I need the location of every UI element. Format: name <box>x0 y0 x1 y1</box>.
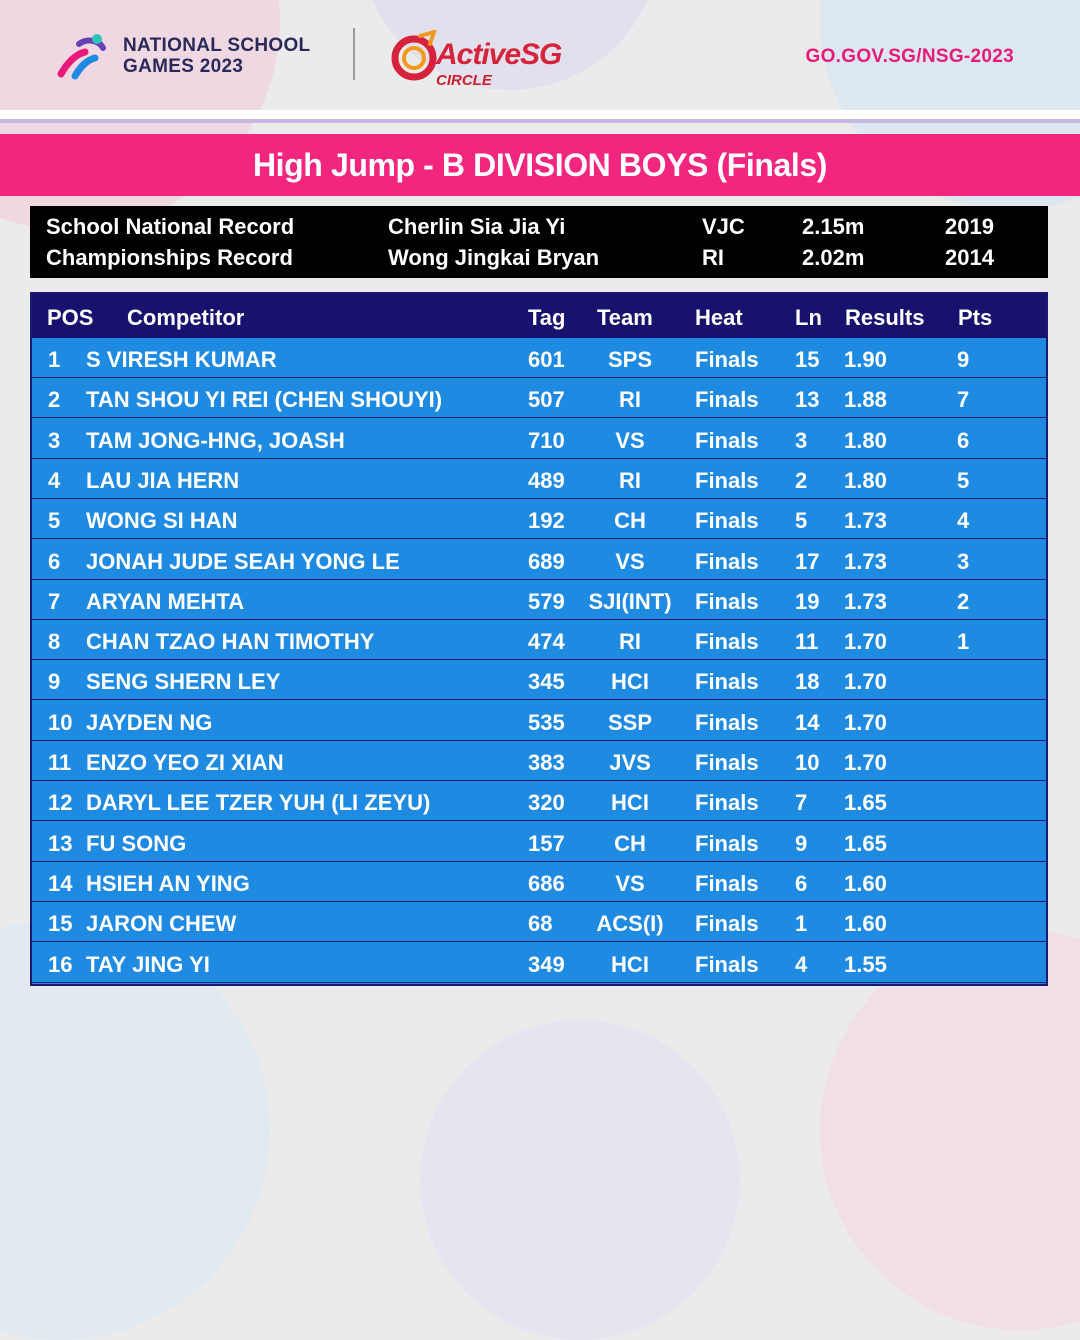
records-panel <box>30 206 1048 278</box>
cell-heat: Finals <box>695 347 759 372</box>
cell-tag: 689 <box>528 548 565 574</box>
cell-ln: 14 <box>795 709 820 735</box>
table-row <box>32 902 1046 942</box>
cell-team: VS <box>615 870 645 896</box>
cell-result: 1.80 <box>844 467 887 493</box>
cell-result: 1.70 <box>844 669 887 695</box>
table-row <box>32 943 1046 983</box>
cell-pts: 4 <box>957 508 970 534</box>
cell-result: 1.90 <box>844 347 887 372</box>
cell-tag: 710 <box>528 427 565 453</box>
cell-competitor: HSIEH AN YING <box>86 870 250 896</box>
cell-competitor: LAU JIA HERN <box>86 467 240 493</box>
record-row <box>30 245 1048 275</box>
header-results: Results <box>845 305 925 330</box>
cell-pos: 6 <box>48 548 61 574</box>
header-team: Team <box>597 305 653 330</box>
header-divider <box>353 28 355 80</box>
cell-pos: 4 <box>48 467 61 493</box>
cell-ln: 2 <box>795 467 808 493</box>
activesg-ring-icon <box>390 30 442 82</box>
cell-ln: 15 <box>795 347 820 372</box>
cell-heat: Finals <box>695 790 759 816</box>
table-row <box>32 459 1046 499</box>
header-pts: Pts <box>958 305 993 330</box>
cell-heat: Finals <box>695 951 759 977</box>
cell-heat: Finals <box>695 467 759 493</box>
cell-tag: 383 <box>528 750 565 775</box>
cell-team: HCI <box>611 790 649 816</box>
cell-competitor: TAY JING YI <box>86 951 210 977</box>
header-tag: Tag <box>528 305 566 330</box>
cell-pts: 1 <box>957 629 970 655</box>
table-row <box>32 862 1046 902</box>
record-label: Championships Record <box>46 245 293 270</box>
table-row <box>32 701 1046 741</box>
cell-tag: 192 <box>528 508 565 534</box>
nsg-logo <box>55 30 310 82</box>
cell-team: VS <box>615 548 645 574</box>
cell-team: SPS <box>607 347 653 372</box>
cell-heat: Finals <box>695 427 759 453</box>
cell-pos: 9 <box>48 669 61 695</box>
cell-competitor: S VIRESH KUMAR <box>86 347 277 372</box>
cell-competitor: JONAH JUDE SEAH YONG LE <box>86 548 400 574</box>
cell-competitor: TAN SHOU YI REI (CHEN SHOUYI) <box>86 387 443 413</box>
cell-ln: 6 <box>795 870 808 896</box>
cell-pts: 2 <box>957 588 970 614</box>
cell-result: 1.70 <box>844 709 887 735</box>
cell-ln: 17 <box>795 548 820 574</box>
cell-competitor: ENZO YEO ZI XIAN <box>86 750 284 775</box>
record-year: 2019 <box>945 214 994 239</box>
cell-pts: 3 <box>957 548 970 574</box>
cell-heat: Finals <box>695 508 759 534</box>
table-row <box>32 580 1046 620</box>
cell-heat: Finals <box>695 750 759 775</box>
cell-result: 1.65 <box>844 790 887 816</box>
cell-pts: 6 <box>957 427 970 453</box>
cell-tag: 686 <box>528 870 565 896</box>
cell-result: 1.70 <box>844 629 887 655</box>
cell-pos: 5 <box>48 508 61 534</box>
cell-competitor: JAYDEN NG <box>86 709 213 735</box>
cell-pos: 14 <box>48 870 73 896</box>
cell-tag: 601 <box>528 347 565 372</box>
activesg-wordmark: ActiveSG <box>436 38 562 71</box>
cell-result: 1.55 <box>844 951 887 977</box>
record-result: 2.02m <box>802 245 865 270</box>
record-result: 2.15m <box>802 214 865 239</box>
table-row <box>32 338 1046 378</box>
table-row <box>32 499 1046 539</box>
cell-tag: 320 <box>528 790 565 816</box>
cell-competitor: ARYAN MEHTA <box>86 588 245 614</box>
header-competitor: Competitor <box>127 305 245 330</box>
cell-team: RI <box>619 629 641 655</box>
cell-result: 1.80 <box>844 427 887 453</box>
cell-team: SSP <box>607 709 653 735</box>
cell-pos: 16 <box>48 951 73 977</box>
table-row <box>32 378 1046 418</box>
results-table <box>30 292 1048 986</box>
cell-team: SJI(INT) <box>588 588 672 614</box>
record-team: VJC <box>702 214 745 239</box>
cell-team: RI <box>619 387 641 413</box>
record-label: School National Record <box>46 214 295 239</box>
cell-ln: 1 <box>795 911 808 937</box>
cell-team: CH <box>614 508 646 534</box>
nsg-runner-icon <box>55 30 117 82</box>
cell-ln: 3 <box>795 427 808 453</box>
cell-team: ACS(I) <box>596 911 664 937</box>
cell-result: 1.88 <box>844 387 887 413</box>
page-header <box>0 0 1080 118</box>
cell-heat: Finals <box>695 548 759 574</box>
record-year: 2014 <box>945 245 994 270</box>
activesg-subtext: CIRCLE <box>436 72 492 89</box>
cell-heat: Finals <box>695 629 759 655</box>
cell-pos: 2 <box>48 387 61 413</box>
nsg-logo-text <box>123 35 310 77</box>
table-row <box>32 781 1046 821</box>
cell-competitor: JARON CHEW <box>86 911 237 937</box>
cell-ln: 18 <box>795 669 820 695</box>
cell-team: CH <box>614 830 646 856</box>
cell-team: HCI <box>611 951 649 977</box>
record-holder: Cherlin Sia Jia Yi <box>388 214 566 239</box>
title-band <box>0 134 1080 196</box>
cell-competitor: CHAN TZAO HAN TIMOTHY <box>86 629 375 655</box>
cell-result: 1.65 <box>844 830 887 856</box>
page-title: High Jump - B DIVISION BOYS (Finals) <box>252 146 828 183</box>
cell-tag: 474 <box>528 629 565 655</box>
table-row <box>32 620 1046 660</box>
cell-result: 1.60 <box>844 870 887 896</box>
cell-ln: 5 <box>795 508 808 534</box>
cell-result: 1.73 <box>844 508 887 534</box>
cell-pos: 10 <box>48 709 73 735</box>
cell-tag: 579 <box>528 588 565 614</box>
cell-tag: 345 <box>528 669 565 695</box>
background-shape <box>820 930 1080 1330</box>
cell-pos: 8 <box>48 629 61 655</box>
cell-team: HCI <box>611 669 649 695</box>
table-row <box>32 419 1046 459</box>
cell-ln: 13 <box>795 387 820 413</box>
cell-heat: Finals <box>695 830 759 856</box>
table-row <box>32 822 1046 862</box>
cell-pos: 13 <box>48 830 73 856</box>
cell-heat: Finals <box>695 669 759 695</box>
cell-pos: 12 <box>48 790 73 816</box>
cell-competitor: FU SONG <box>86 830 187 856</box>
cell-tag: 507 <box>528 387 565 413</box>
cell-ln: 19 <box>795 588 820 614</box>
cell-tag: 535 <box>528 709 565 735</box>
cell-ln: 4 <box>795 951 808 977</box>
table-header <box>32 294 1046 338</box>
activesg-logo <box>390 22 560 94</box>
cell-pos: 11 <box>48 750 72 775</box>
header-heat: Heat <box>695 305 743 330</box>
footer-band <box>0 996 1080 1080</box>
cell-pos: 15 <box>48 911 73 937</box>
header-pos: POS <box>47 305 94 330</box>
cell-heat: Finals <box>695 709 759 735</box>
cell-ln: 7 <box>795 790 808 816</box>
cell-pts: 5 <box>957 467 970 493</box>
cell-competitor: SENG SHERN LEY <box>86 669 281 695</box>
cell-competitor: TAM JONG-HNG, JOASH <box>86 427 345 453</box>
cell-tag: 68 <box>528 911 553 937</box>
cell-result: 1.60 <box>844 911 887 937</box>
cell-result: 1.70 <box>844 750 887 775</box>
cell-team: JVS <box>609 750 651 775</box>
table-row <box>32 660 1046 700</box>
cell-result: 1.73 <box>844 548 887 574</box>
cell-competitor: WONG SI HAN <box>86 508 238 534</box>
nsg-logo-line2: GAMES 2023 <box>123 56 244 77</box>
cell-ln: 9 <box>795 830 808 856</box>
cell-team: RI <box>619 467 641 493</box>
website-url[interactable]: GO.GOV.SG/NSG-2023 <box>805 46 1014 67</box>
cell-ln: 10 <box>795 750 820 775</box>
cell-ln: 11 <box>795 629 819 655</box>
table-row <box>32 540 1046 580</box>
header-ln: Ln <box>795 305 822 330</box>
header-stripe <box>0 110 1080 123</box>
cell-heat: Finals <box>695 911 759 937</box>
table-row <box>32 741 1046 781</box>
cell-heat: Finals <box>695 387 759 413</box>
cell-pts: 9 <box>957 347 970 372</box>
nsg-logo-line1: NATIONAL SCHOOL <box>123 35 311 56</box>
cell-pts: 7 <box>957 387 970 413</box>
cell-result: 1.73 <box>844 588 887 614</box>
cell-pos: 3 <box>48 427 61 453</box>
cell-heat: Finals <box>695 588 759 614</box>
cell-competitor: DARYL LEE TZER YUH (LI ZEYU) <box>86 790 431 816</box>
cell-heat: Finals <box>695 870 759 896</box>
cell-tag: 157 <box>528 830 565 856</box>
cell-pos: 7 <box>48 588 61 614</box>
cell-pos: 1 <box>48 347 61 372</box>
record-team: RI <box>702 245 724 270</box>
cell-tag: 489 <box>528 467 565 493</box>
record-row <box>30 214 1048 244</box>
cell-team: VS <box>615 427 645 453</box>
cell-tag: 349 <box>528 951 565 977</box>
record-holder: Wong Jingkai Bryan <box>388 245 600 270</box>
